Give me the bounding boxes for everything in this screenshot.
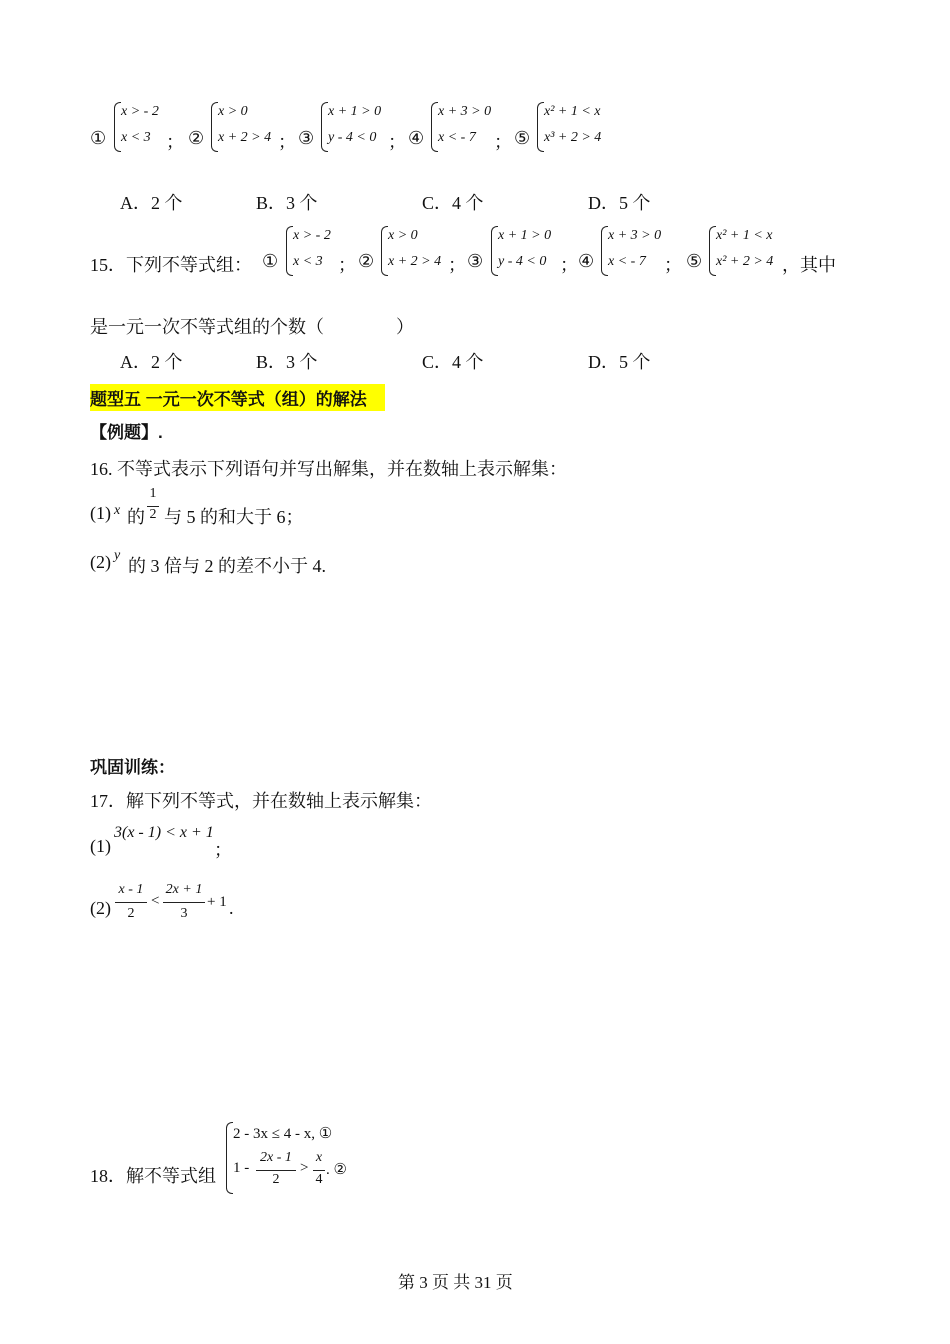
q17-p1-prefix: (1): [90, 836, 111, 856]
q14-s1a: x > - 2: [121, 104, 159, 119]
q18-l2-op: >: [300, 1160, 309, 1176]
q17-p2-prefix: (2): [90, 898, 111, 918]
q15-option-d: D．5 个: [588, 352, 651, 372]
q17-title: 17．解下列不等式，并在数轴上表示解集：: [90, 791, 432, 811]
circled-2: ②: [358, 251, 375, 271]
q14-option-d: D．5 个: [588, 193, 651, 213]
q17-p2-den2: 3: [180, 906, 188, 921]
q15-s1b: x < 3: [293, 254, 323, 269]
fraction-bar: [313, 1170, 325, 1171]
brace-icon: [381, 226, 388, 276]
q15-prefix: 15．下列不等式组：: [90, 255, 252, 275]
q15-option-a: A．2 个: [120, 352, 183, 372]
q14-s4b: x < - 7: [438, 130, 476, 145]
q16-p1-mid: 的: [127, 507, 145, 527]
q16-title: 16. 不等式表示下列语句并写出解集，并在数轴上表示解集：: [90, 459, 567, 479]
q17-p2-num1: x - 1: [118, 882, 144, 897]
brace-icon: [211, 102, 218, 152]
q18-prefix: 18．解不等式组: [90, 1166, 216, 1186]
q15-s1a: x > - 2: [293, 228, 331, 243]
example-label: 【例题】.: [90, 423, 163, 442]
q14-s1b: x < 3: [121, 130, 151, 145]
fraction-bar: [115, 902, 147, 903]
q15-s4b: x < - 7: [608, 254, 646, 269]
q15-s3b: y - 4 < 0: [498, 254, 547, 269]
q16-p1-num: 1: [149, 486, 157, 501]
brace-icon: [321, 102, 328, 152]
q14-s5b: x³ + 2 > 4: [544, 130, 602, 145]
q18-l2-lead: 1 -: [233, 1160, 250, 1176]
q18-line1: 2 - 3x ≤ 4 - x, ①: [233, 1126, 333, 1142]
q15-option-c: C．4 个: [422, 352, 484, 372]
q17-p2-op: <: [151, 893, 160, 909]
q16-p2-prefix: (2): [90, 552, 111, 572]
q15-suffix: ，其中: [782, 255, 836, 275]
q14-s2a: x > 0: [218, 104, 248, 119]
q15-s2a: x > 0: [388, 228, 418, 243]
q18-l2-tail: . ②: [326, 1162, 347, 1178]
q18-l2-den2: 4: [315, 1172, 323, 1187]
q15-s5b: x² + 2 > 4: [716, 254, 774, 269]
q14-sep1: ；: [166, 132, 184, 152]
q15-line2: 是一元一次不等式组的个数（ ）: [90, 317, 414, 337]
q14-sep4: ；: [494, 132, 512, 152]
brace-icon: [601, 226, 608, 276]
brace-icon: [226, 1122, 233, 1194]
circled-2: ②: [188, 128, 205, 148]
q14-option-b: B．3 个: [256, 193, 318, 213]
q18-l2-num: 2x - 1: [260, 1150, 292, 1165]
q15-s4a: x + 3 > 0: [608, 228, 662, 243]
q17-p2-den1: 2: [127, 906, 135, 921]
q14-s5a: x² + 1 < x: [544, 104, 601, 119]
q18-l2-num2: x: [315, 1150, 323, 1165]
q16-p1-den: 2: [149, 507, 157, 522]
circled-1: ①: [262, 251, 279, 271]
brace-icon: [431, 102, 438, 152]
q16-p2-suffix: 的 3 倍与 2 的差不小于 4.: [128, 556, 326, 576]
q15-s5a: x² + 1 < x: [716, 228, 773, 243]
q15-sep2: ；: [448, 255, 466, 275]
page-footer: 第 3 页 共 31 页: [398, 1273, 513, 1292]
circled-4: ④: [578, 251, 595, 271]
q16-p2-var: y: [114, 548, 121, 563]
q15-option-b: B．3 个: [256, 352, 318, 372]
q14-s2b: x + 2 > 4: [218, 130, 272, 145]
q15-s3a: x + 1 > 0: [498, 228, 552, 243]
q14-option-a: A．2 个: [120, 193, 183, 213]
q18-l2-den: 2: [272, 1172, 280, 1187]
circled-3: ③: [467, 251, 484, 271]
circled-4: ④: [408, 128, 425, 148]
q17-p1-expr: 3(x - 1) < x + 1: [114, 824, 214, 841]
q14-sep3: ；: [388, 132, 406, 152]
brace-icon: [491, 226, 498, 276]
q15-sep4: ；: [664, 255, 682, 275]
q14-s4a: x + 3 > 0: [438, 104, 492, 119]
q14-s3a: x + 1 > 0: [328, 104, 382, 119]
q14-sep2: ；: [278, 132, 296, 152]
q15-sep1: ；: [338, 255, 356, 275]
brace-icon: [114, 102, 121, 152]
brace-icon: [709, 226, 716, 276]
section-title: 题型五 一元一次不等式（组）的解法: [90, 384, 385, 411]
q16-p1-var: x: [114, 503, 121, 518]
fraction-bar: [256, 1170, 296, 1171]
q17-p2-tail: + 1: [207, 894, 227, 910]
circled-5: ⑤: [686, 251, 703, 271]
practice-label: 巩固训练：: [90, 758, 175, 777]
circled-1: ①: [90, 128, 107, 148]
circled-5: ⑤: [514, 128, 531, 148]
q16-p1-suffix: 与 5 的和大于 6；: [164, 507, 304, 527]
q17-p2-end: .: [229, 898, 234, 918]
q16-p1-prefix: (1): [90, 503, 111, 523]
q15-s2b: x + 2 > 4: [388, 254, 442, 269]
q15-sep3: ；: [560, 255, 578, 275]
q17-p2-num2: 2x + 1: [165, 882, 203, 897]
q17-p1-end: ；: [214, 840, 232, 860]
brace-icon: [286, 226, 293, 276]
q14-option-c: C．4 个: [422, 193, 484, 213]
circled-3: ③: [298, 128, 315, 148]
q14-s3b: y - 4 < 0: [328, 130, 377, 145]
fraction-bar: [163, 902, 205, 903]
brace-icon: [537, 102, 544, 152]
